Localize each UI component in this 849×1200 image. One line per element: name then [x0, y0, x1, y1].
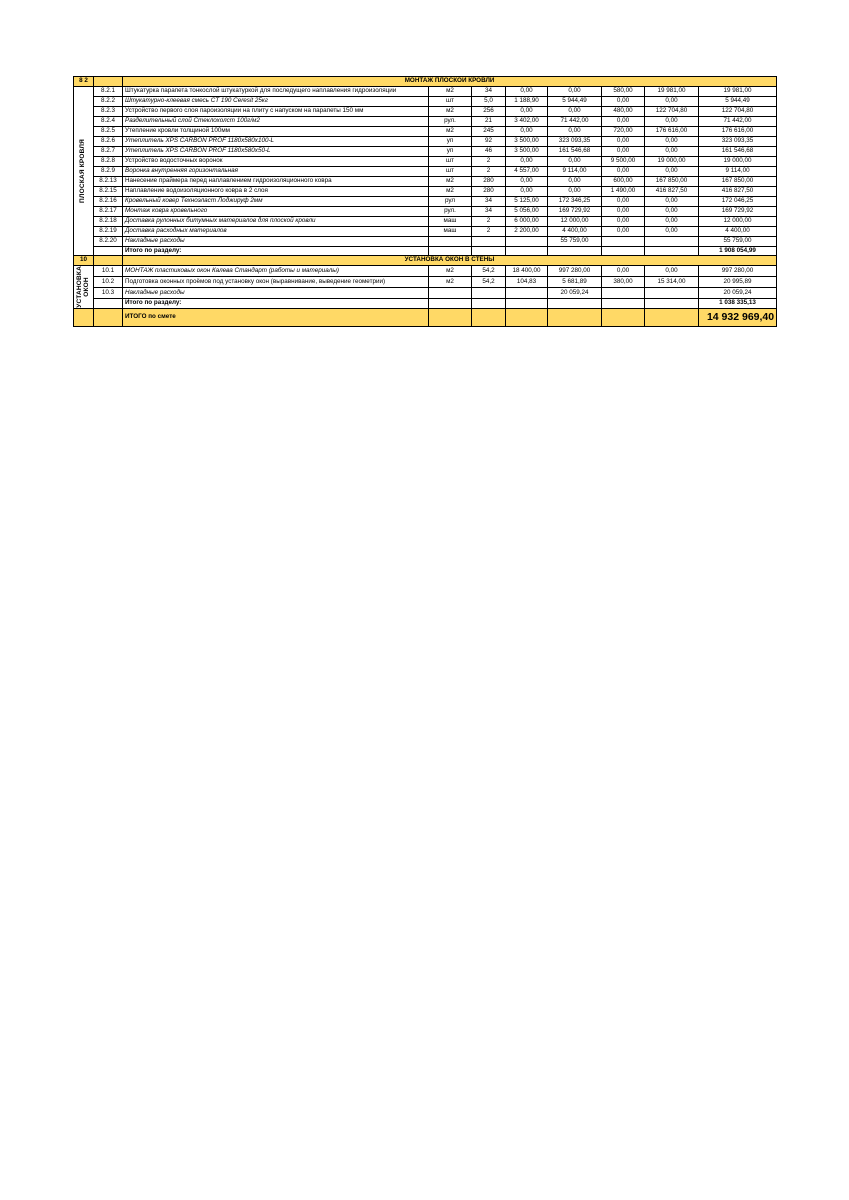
table-row: [74, 207, 777, 217]
item-material-sum: 5 681,89: [548, 276, 602, 287]
item-work-price: [602, 237, 645, 247]
item-name: Наплавление водоизоляционного ковра в 2 слоя: [123, 187, 429, 197]
grand-total-row: [74, 308, 777, 326]
subtotal-value: 1 908 054,99: [699, 247, 777, 256]
section-blank: [94, 77, 123, 87]
cell: [94, 247, 123, 256]
item-material-price: 0,00: [506, 127, 548, 137]
item-work-sum: 19 000,00: [645, 157, 699, 167]
section-header: [74, 256, 777, 266]
table-row: [74, 266, 777, 277]
item-quantity: 5,0: [472, 97, 506, 107]
item-number: 8.2.6: [94, 137, 123, 147]
item-number: 8.2.20: [94, 237, 123, 247]
item-unit: уп: [429, 147, 472, 157]
section-side-label: УСТАНОВКА ОКОН: [76, 266, 91, 308]
cell: [645, 298, 699, 308]
cell: [472, 298, 506, 308]
item-material-sum: 997 280,00: [548, 266, 602, 277]
item-material-sum: 9 114,00: [548, 167, 602, 177]
item-total: 122 704,80: [699, 107, 777, 117]
item-material-price: [506, 287, 548, 298]
item-material-price: 4 557,00: [506, 167, 548, 177]
item-name: Утепление кровли толщиной 100мм: [123, 127, 429, 137]
subtotal-label: Итого по разделу:: [123, 298, 429, 308]
item-material-price: 5 056,00: [506, 207, 548, 217]
section-side-label-cell: [74, 266, 94, 309]
item-unit: м2: [429, 187, 472, 197]
item-material-sum: 4 400,00: [548, 227, 602, 237]
item-total: 19 981,00: [699, 87, 777, 97]
item-material-sum: 0,00: [548, 127, 602, 137]
item-work-sum: 0,00: [645, 137, 699, 147]
table-row: [74, 167, 777, 177]
item-work-sum: 19 981,00: [645, 87, 699, 97]
item-work-sum: 0,00: [645, 266, 699, 277]
item-work-sum: [645, 237, 699, 247]
item-name: Подготовка оконных проёмов под установку окон (выравнивание, выведение геометрии): [123, 276, 429, 287]
item-quantity: 54,2: [472, 276, 506, 287]
section-code: 10: [74, 256, 94, 266]
item-quantity: 256: [472, 107, 506, 117]
item-unit: уп: [429, 137, 472, 147]
item-work-price: 580,00: [602, 87, 645, 97]
item-name: Разделительный слой Стеклохолст 100г/м2: [123, 117, 429, 127]
item-number: 8.2.17: [94, 207, 123, 217]
item-material-sum: 172 346,25: [548, 197, 602, 207]
section-subtotal-row: [74, 247, 777, 256]
item-total: 323 093,35: [699, 137, 777, 147]
item-total: 9 114,00: [699, 167, 777, 177]
cell: [506, 298, 548, 308]
item-unit: маш: [429, 217, 472, 227]
item-quantity: 2: [472, 167, 506, 177]
item-material-sum: 20 059,24: [548, 287, 602, 298]
item-work-sum: 176 616,00: [645, 127, 699, 137]
item-unit: рул: [429, 197, 472, 207]
item-number: 8.2.15: [94, 187, 123, 197]
item-work-price: 0,00: [602, 266, 645, 277]
item-number: 10.2: [94, 276, 123, 287]
item-material-sum: 0,00: [548, 157, 602, 167]
table-row: [74, 237, 777, 247]
cell: [548, 298, 602, 308]
item-total: 19 000,00: [699, 157, 777, 167]
section-title: МОНТАЖ ПЛОСКОЙ КРОВЛИ: [123, 77, 777, 87]
cell: [506, 308, 548, 326]
section-side-label: ПЛОСКАЯ КРОВЛЯ: [79, 139, 87, 203]
item-work-sum: 0,00: [645, 97, 699, 107]
item-total: 71 442,00: [699, 117, 777, 127]
item-total: 20 995,89: [699, 276, 777, 287]
item-work-sum: 0,00: [645, 217, 699, 227]
item-material-price: 6 000,00: [506, 217, 548, 227]
item-name: Штукатурно-клеевая смесь CT 190 Ceresit 25кг: [123, 97, 429, 107]
item-name: Накладные расходы: [123, 287, 429, 298]
item-material-sum: 169 729,92: [548, 207, 602, 217]
table-row: [74, 107, 777, 117]
item-total: 55 759,00: [699, 237, 777, 247]
item-work-price: 0,00: [602, 97, 645, 107]
item-work-price: 0,00: [602, 117, 645, 127]
item-material-price: 18 400,00: [506, 266, 548, 277]
item-work-sum: 15 314,00: [645, 276, 699, 287]
item-work-sum: 0,00: [645, 117, 699, 127]
item-work-sum: 0,00: [645, 147, 699, 157]
item-quantity: 46: [472, 147, 506, 157]
item-work-price: 0,00: [602, 137, 645, 147]
item-work-sum: 122 704,80: [645, 107, 699, 117]
item-work-price: 0,00: [602, 207, 645, 217]
item-unit: м2: [429, 87, 472, 97]
cell: [429, 308, 472, 326]
item-name: Штукатурка парапета тонкослой штукатуркой для последущего наплавления гидроизоляции: [123, 87, 429, 97]
item-number: 8.2.2: [94, 97, 123, 107]
item-material-sum: 161 546,68: [548, 147, 602, 157]
item-work-price: 0,00: [602, 147, 645, 157]
item-number: 8.2.19: [94, 227, 123, 237]
item-work-price: 380,00: [602, 276, 645, 287]
item-name: Доставка рулонных битумных материалов для плоской кровли: [123, 217, 429, 227]
section-blank: [94, 256, 123, 266]
cell: [602, 298, 645, 308]
item-work-price: 0,00: [602, 227, 645, 237]
cell: [472, 247, 506, 256]
item-work-sum: 0,00: [645, 227, 699, 237]
section-title: УСТАНОВКА ОКОН В СТЕНЫ: [123, 256, 777, 266]
cell: [94, 298, 123, 308]
item-name: Монтаж ковра кровельного: [123, 207, 429, 217]
cell: [645, 247, 699, 256]
grand-total-label: ИТОГО по смете: [123, 308, 429, 326]
item-unit: м2: [429, 127, 472, 137]
item-total: 20 059,24: [699, 287, 777, 298]
item-material-price: 3 402,00: [506, 117, 548, 127]
table-row: [74, 227, 777, 237]
cell: [429, 298, 472, 308]
item-unit: [429, 287, 472, 298]
item-name: МОНТАЖ пластиковых окон Калева Стандарт (работы и материалы): [123, 266, 429, 277]
item-material-sum: 323 093,35: [548, 137, 602, 147]
item-work-sum: 416 827,50: [645, 187, 699, 197]
item-total: 172 046,25: [699, 197, 777, 207]
item-work-sum: 0,00: [645, 197, 699, 207]
item-work-sum: 0,00: [645, 167, 699, 177]
item-material-price: 1 188,90: [506, 97, 548, 107]
item-work-price: 9 500,00: [602, 157, 645, 167]
item-unit: шт: [429, 97, 472, 107]
item-number: 8.2.13: [94, 177, 123, 187]
subtotal-label: Итого по разделу:: [123, 247, 429, 256]
item-number: 8.2.4: [94, 117, 123, 127]
item-material-sum: 71 442,00: [548, 117, 602, 127]
item-material-price: 104,83: [506, 276, 548, 287]
item-quantity: [472, 287, 506, 298]
cell: [506, 247, 548, 256]
item-number: 10.3: [94, 287, 123, 298]
item-material-sum: 0,00: [548, 187, 602, 197]
estimate-body: [74, 77, 777, 327]
item-name: Утеплитель XPS CARBON PROF 1180x580x100-L: [123, 137, 429, 147]
item-total: 5 944,49: [699, 97, 777, 107]
item-quantity: 21: [472, 117, 506, 127]
table-row: [74, 157, 777, 167]
table-row: [74, 276, 777, 287]
table-row: [74, 117, 777, 127]
table-row: [74, 87, 777, 97]
item-material-price: [506, 237, 548, 247]
item-material-sum: 12 000,00: [548, 217, 602, 227]
cell: [472, 308, 506, 326]
item-total: 176 616,00: [699, 127, 777, 137]
cell: [74, 308, 94, 326]
item-quantity: 2: [472, 157, 506, 167]
item-material-price: 3 500,00: [506, 137, 548, 147]
item-material-price: 2 200,00: [506, 227, 548, 237]
item-quantity: 2: [472, 217, 506, 227]
item-total: 416 827,50: [699, 187, 777, 197]
item-total: 4 400,00: [699, 227, 777, 237]
item-unit: [429, 237, 472, 247]
section-header: [74, 77, 777, 87]
item-work-sum: 0,00: [645, 207, 699, 217]
item-work-price: 600,00: [602, 177, 645, 187]
item-name: Воронка внутренняя горизонтальная: [123, 167, 429, 177]
item-unit: шт: [429, 157, 472, 167]
item-quantity: 34: [472, 207, 506, 217]
item-work-price: 0,00: [602, 197, 645, 207]
item-unit: м2: [429, 276, 472, 287]
item-number: 8.2.9: [94, 167, 123, 177]
item-number: 8.2.5: [94, 127, 123, 137]
item-quantity: 54,2: [472, 266, 506, 277]
cell: [548, 308, 602, 326]
item-work-sum: [645, 287, 699, 298]
item-work-price: 720,00: [602, 127, 645, 137]
item-material-price: 0,00: [506, 157, 548, 167]
table-row: [74, 197, 777, 207]
item-number: 8.2.8: [94, 157, 123, 167]
item-work-sum: 167 850,00: [645, 177, 699, 187]
item-material-price: 0,00: [506, 87, 548, 97]
item-number: 8.2.1: [94, 87, 123, 97]
item-work-price: 0,00: [602, 217, 645, 227]
item-total: 169 729,92: [699, 207, 777, 217]
item-unit: м2: [429, 107, 472, 117]
item-unit: рул.: [429, 117, 472, 127]
item-total: 997 280,00: [699, 266, 777, 277]
item-name: Устройство водосточных воронок: [123, 157, 429, 167]
item-number: 10.1: [94, 266, 123, 277]
item-total: 167 850,00: [699, 177, 777, 187]
item-unit: рул.: [429, 207, 472, 217]
item-name: Доставка расходных материалов: [123, 227, 429, 237]
cell: [429, 247, 472, 256]
item-quantity: [472, 237, 506, 247]
item-unit: маш: [429, 227, 472, 237]
section-code: 8 2: [74, 77, 94, 87]
cell: [602, 308, 645, 326]
item-number: 8.2.3: [94, 107, 123, 117]
item-material-price: 0,00: [506, 187, 548, 197]
table-row: [74, 217, 777, 227]
cell: [94, 308, 123, 326]
item-number: 8.2.7: [94, 147, 123, 157]
table-row: [74, 177, 777, 187]
item-material-sum: 0,00: [548, 177, 602, 187]
item-quantity: 34: [472, 87, 506, 97]
table-row: [74, 137, 777, 147]
estimate-table: [73, 76, 777, 327]
item-total: 161 546,68: [699, 147, 777, 157]
item-quantity: 2: [472, 227, 506, 237]
item-quantity: 92: [472, 137, 506, 147]
item-material-sum: 55 759,00: [548, 237, 602, 247]
item-name: Накладные расходы: [123, 237, 429, 247]
item-material-sum: 0,00: [548, 107, 602, 117]
item-material-price: 0,00: [506, 177, 548, 187]
cell: [548, 247, 602, 256]
item-quantity: 280: [472, 187, 506, 197]
cell: [602, 247, 645, 256]
subtotal-value: 1 038 335,13: [699, 298, 777, 308]
item-name: Утеплитель XPS CARBON PROF 1180x580x50-L: [123, 147, 429, 157]
item-unit: м2: [429, 177, 472, 187]
item-work-price: 0,00: [602, 167, 645, 177]
table-row: [74, 287, 777, 298]
item-number: 8.2.18: [94, 217, 123, 227]
section-subtotal-row: [74, 298, 777, 308]
cell: [645, 308, 699, 326]
section-side-label-cell: [74, 87, 94, 256]
item-material-sum: 0,00: [548, 87, 602, 97]
item-name: Кровельный ковер Техноэласт Лоджируф 2мм: [123, 197, 429, 207]
item-work-price: 480,00: [602, 107, 645, 117]
item-material-price: 5 125,00: [506, 197, 548, 207]
item-quantity: 245: [472, 127, 506, 137]
item-material-sum: 5 944,49: [548, 97, 602, 107]
item-work-price: 1 490,00: [602, 187, 645, 197]
item-quantity: 280: [472, 177, 506, 187]
item-quantity: 34: [472, 197, 506, 207]
table-row: [74, 97, 777, 107]
table-row: [74, 127, 777, 137]
item-number: 8.2.16: [94, 197, 123, 207]
item-work-price: [602, 287, 645, 298]
item-material-price: 0,00: [506, 107, 548, 117]
item-unit: шт: [429, 167, 472, 177]
item-total: 12 000,00: [699, 217, 777, 227]
item-name: Устройство первого слоя пароизоляции на плиту с напуском на парапеты 150 мм: [123, 107, 429, 117]
item-name: Нанесение праймера перед наплавлением гидроизоляционного ковра: [123, 177, 429, 187]
grand-total-value: 14 932 969,40: [699, 308, 777, 326]
item-material-price: 3 500,00: [506, 147, 548, 157]
table-row: [74, 187, 777, 197]
item-unit: м2: [429, 266, 472, 277]
table-row: [74, 147, 777, 157]
